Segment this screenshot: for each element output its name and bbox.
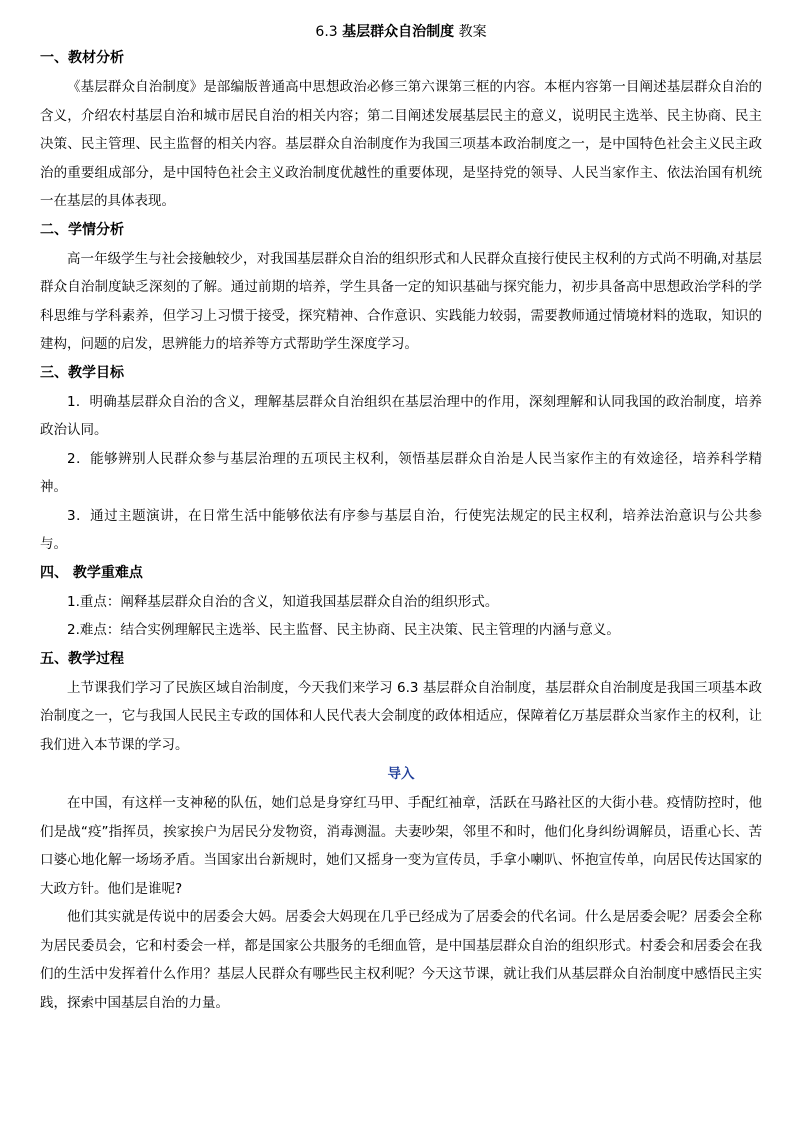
paragraph: 2．能够辨别人民群众参与基层治理的五项民主权利，领悟基层群众自治是人民当家作主的有效途径，培养科学精神。	[40, 450, 762, 495]
paragraph: 在中国，有这样一支神秘的队伍，她们总是身穿红马甲、手配红袖章，活跃在马路社区的大街小巷。疫情防控时，他们是战“疫”指挥员，挨家挨户为居民分发物资，消毒测温。夫妻吵架，邻里不和时，他们化身纠纷调解员，语重心长、苦口婆心地化解一场场矛盾。当国家出台新规时，她们又摇身一变为宣传员，手拿小喇叭、怀抱宣传单，向居民传达国家的大政方针。他们是谁呢?	[40, 795, 762, 897]
title-main: 基层群众自治制度	[342, 24, 455, 40]
paragraph: 高一年级学生与社会接触较少，对我国基层群众自治的组织形式和人民群众直接行使民主权利的方式尚不明确,对基层群众自治制度缺乏深刻的了解。通过前期的培养，学生具备一定的知识基础与探究能力，初步具备高中思想政治学科的学科思维与学科素养，但学习上习惯于接受，探究精神、合作意识、实践能力较弱，需要教师通过情境材料的选取，知识的建构，问题的启发，思辨能力的培养等方式帮助学生深度学习。	[40, 250, 762, 352]
paragraph: 他们其实就是传说中的居委会大妈。居委会大妈现在几乎已经成为了居委会的代名词。什么是居委会呢？居委会全称为居民委员会，它和村委会一样，都是国家公共服务的毛细血管，是中国基层群众自治的组织形式。村委会和居委会在我们的生活中发挥着什么作用？基层人民群众有哪些民主权利呢？今天这节课，就让我们从基层群众自治制度中感悟民主实践，探索中国基层自治的力量。	[40, 909, 762, 1011]
section-heading-textbook-analysis: 一、教材分析	[40, 50, 124, 66]
title-prefix: 6.3	[315, 24, 338, 40]
section-heading-teaching-goals: 三、教学目标	[40, 364, 124, 381]
paragraph: 3．通过主题演讲，在日常生活中能够依法有序参与基层自治，行使宪法规定的民主权利，培养法治意识与公共参与。	[40, 507, 762, 552]
paragraph: 1.重点：阐释基层群众自治的含义，知道我国基层群众自治的组织形式。	[67, 593, 499, 610]
intro-heading: 导入	[387, 766, 415, 782]
paragraph: 《基层群众自治制度》是部编版普通高中思想政治必修三第六课第三框的内容。本框内容第一目阐述基层群众自治的含义，介绍农村基层自治和城市居民自治的相关内容；第二目阐述发展基层民主的意义，说明民主选举、民主协商、民主决策、民主管理、民主监督的相关内容。基层群众自治制度作为我国三项基本政治制度之一，是中国特色社会主义民主政治的重要组成部分，是中国特色社会主义政治制度优越性的重要体现，是坚持党的领导、人民当家作主、依法治国有机统一在基层的具体表现。	[40, 79, 762, 209]
paragraph: 2.难点：结合实例理解民主选举、民主监督、民主协商、民主决策、民主管理的内涵与意义。	[67, 622, 620, 638]
section-heading-key-points: 四、 教学重难点	[40, 564, 143, 581]
section-heading-teaching-process: 五、教学过程	[40, 650, 124, 667]
title-suffix: 教案	[458, 24, 487, 40]
document-title	[40, 22, 762, 42]
paragraph: 1．明确基层群众自治的含义，理解基层群众自治组织在基层治理中的作用，深刻理解和认同我国的政治制度，培养政治认同。	[40, 393, 762, 438]
section-heading-student-analysis: 二、学情分析	[40, 221, 124, 238]
paragraph: 上节课我们学习了民族区域自治制度，今天我们来学习 6.3 基层群众自治制度，基层群众自治制度是我国三项基本政治制度之一，它与我国人民民主专政的国体和人民代表大会制度的政体相适应，保障着亿万基层群众当家作主的权利，让我们进入本节课的学习。	[40, 679, 762, 753]
document-page	[40, 22, 762, 1017]
